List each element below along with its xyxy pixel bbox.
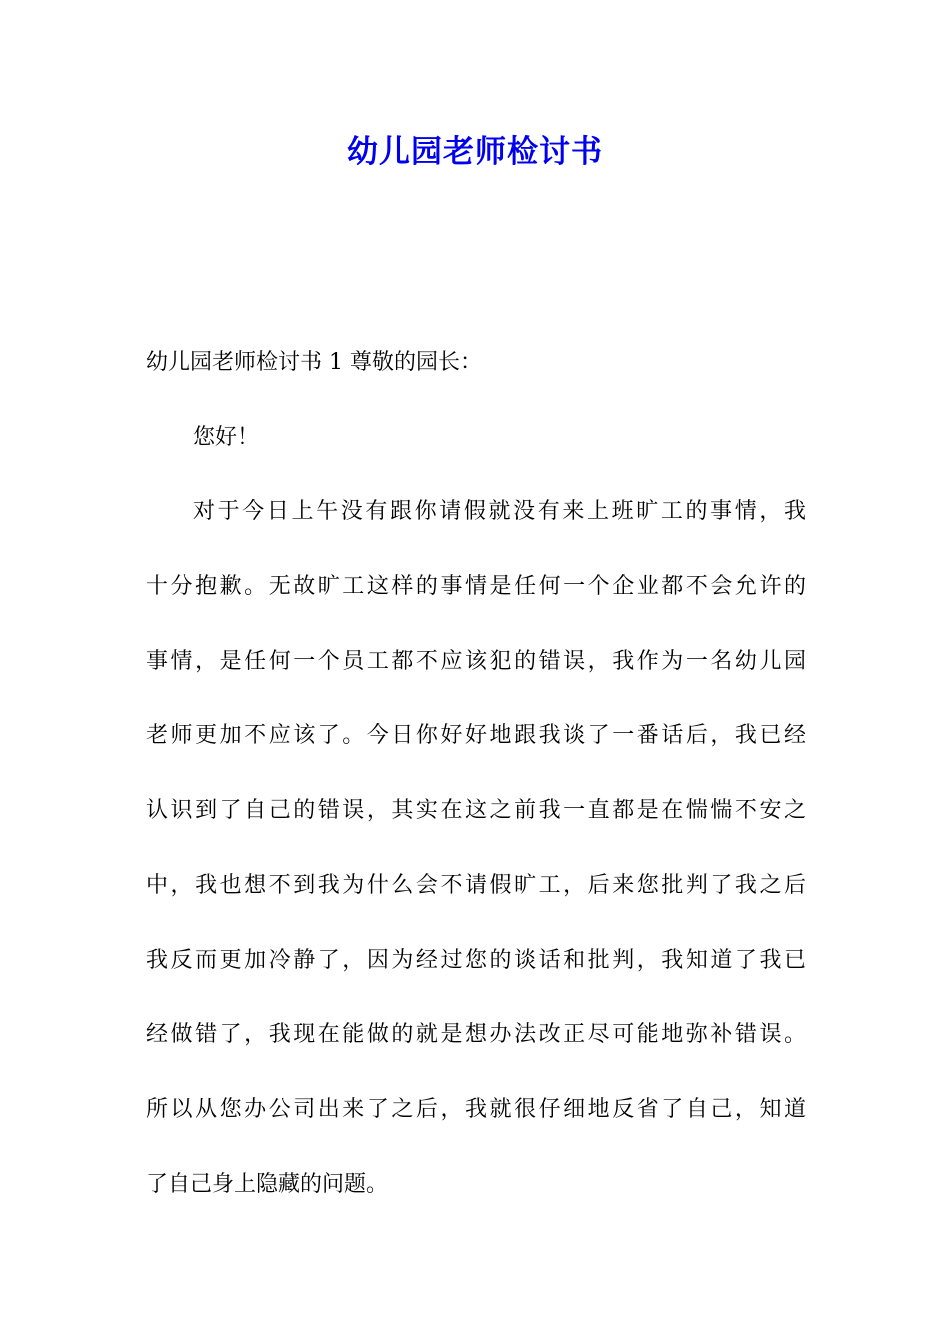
document-body <box>146 343 806 1239</box>
paragraph-line: 所以从您办公司出来了之后，我就很仔细地反省了自己，知道 <box>146 1096 806 1122</box>
paragraph-line: 认识到了自己的错误，其实在这之前我一直都是在惴惴不安之 <box>146 798 806 824</box>
paragraph-line: 对于今日上午没有跟你请假就没有来上班旷工的事情，我 <box>193 499 806 525</box>
paragraph-line: 经做错了，我现在能做的就是想办法改正尽可能地弥补错误。 <box>146 1022 806 1048</box>
salutation-line: 幼儿园老师检讨书 1 尊敬的园长： <box>146 350 482 375</box>
paragraph-line: 我反而更加冷静了，因为经过您的谈话和批判，我知道了我已 <box>146 947 806 973</box>
document-title: 幼儿园老师检讨书 <box>347 134 603 170</box>
paragraph-line: 老师更加不应该了。今日你好好地跟我谈了一番话后，我已经 <box>146 723 806 749</box>
paragraph-line: 中，我也想不到我为什么会不请假旷工，后来您批判了我之后 <box>146 872 806 898</box>
greeting-line: 您好！ <box>193 424 260 450</box>
paragraph-line: 了自己身上隐藏的问题。 <box>146 1171 389 1197</box>
paragraph-line: 事情，是任何一个员工都不应该犯的错误，我作为一名幼儿园 <box>146 648 806 674</box>
paragraph-line: 十分抱歉。无故旷工这样的事情是任何一个企业都不会允许的 <box>146 574 806 600</box>
